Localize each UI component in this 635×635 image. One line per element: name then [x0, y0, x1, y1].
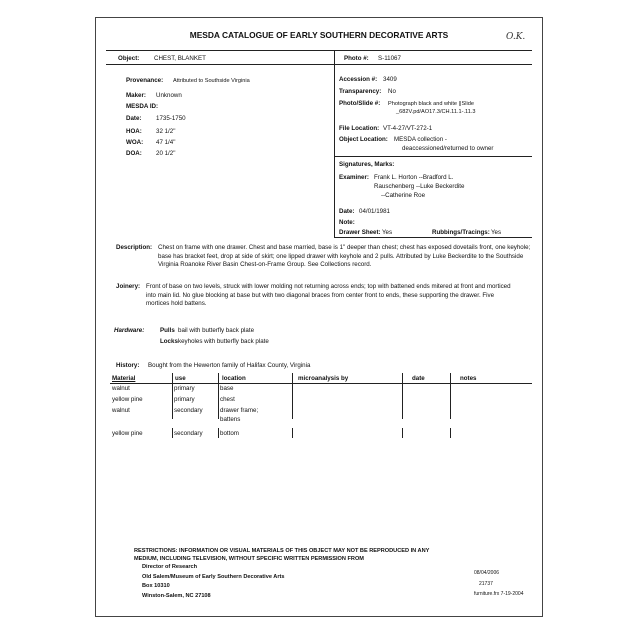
- page-title: MESDA CATALOGUE OF EARLY SOUTHERN DECORATIVE ARTS: [189, 30, 449, 40]
- table-cell: bottom: [220, 430, 239, 437]
- note-label: Note:: [339, 219, 355, 226]
- restrictions-line-1: RESTRICTIONS: INFORMATION OR VISUAL MATERIALS OF THIS OBJECT MAY NOT BE REPRODUCED IN ANY: [134, 548, 430, 554]
- locks-value: keyholes with butterfly back plate: [178, 338, 269, 345]
- pulls-label: Pulls: [160, 327, 175, 334]
- object-value: CHEST, BLANKET: [154, 55, 206, 62]
- examiner-value-2: Rauschenberg --Luke Beckerdite: [374, 183, 465, 190]
- file-location-label: File Location:: [339, 125, 380, 132]
- hardware-label: Hardware:: [114, 327, 145, 334]
- catalogue-sheet: [95, 17, 543, 617]
- description-text: Chest on frame with one drawer. Chest and base married, base is 1" deeper than chest; chest has exposed dovetails front, one keyhole; base has bracket feet, drop at side of skirt; one lipped drawer with keyhole and 2 pulls. Attributed by Luke Beckerdite to the Southside Virginia Roanoke River Basin Chest-on-Frame Group. See Collections record.: [158, 244, 531, 269]
- drawer-rule: [334, 237, 532, 238]
- address-line-1: Director of Research: [142, 564, 198, 570]
- doa-label: DOA:: [126, 150, 142, 157]
- table-cell: drawer frame;: [220, 407, 259, 414]
- col-header-location: location: [222, 375, 246, 382]
- woa-label: WOA:: [126, 139, 144, 146]
- col-header-microanalysis: microanalysis by: [298, 375, 349, 382]
- object-label: Object:: [118, 55, 140, 62]
- rubbings-label: Rubbings/Tracings:: [432, 229, 490, 236]
- col-sep-4b: [402, 428, 403, 438]
- joinery-text: Front of base on two levels, struck with lower molding not returning across ends; top with battened ends mitered at front and morticed into main lid. No glue blocking at base but with two diagonal braces from center front to ends, these supporting the drawer. Five mortices hold battens.: [146, 283, 511, 308]
- table-cell: walnut: [112, 385, 130, 392]
- col-sep-5: [450, 373, 451, 419]
- col-sep-5b: [450, 428, 451, 438]
- provenance-label: Provenance:: [126, 77, 164, 84]
- col-sep-4: [402, 373, 403, 419]
- col-header-notes: notes: [460, 375, 477, 382]
- drawer-sheet-value: Yes: [382, 229, 393, 236]
- maker-label: Maker:: [126, 92, 146, 99]
- address-line-3: Box 10310: [142, 583, 170, 589]
- col-sep-3: [292, 373, 293, 419]
- exam-date-label: Date:: [339, 208, 355, 215]
- footer-form-name: furniture.frx 7-19-2004: [474, 591, 524, 597]
- col-sep-2b: [218, 428, 219, 438]
- col-header-material: Material: [112, 375, 136, 382]
- drawer-sheet-label: Drawer Sheet:: [339, 229, 381, 236]
- col-sep-1b: [172, 428, 173, 438]
- accession-label: Accession #:: [339, 76, 378, 83]
- doa-value: 20 1/2": [156, 150, 176, 157]
- woa-value: 47 1/4": [156, 139, 176, 146]
- col-sep-1: [172, 373, 173, 419]
- exam-date-value: 04/01/1981: [359, 208, 390, 215]
- col-header-date: date: [412, 375, 425, 382]
- examiner-value-3: --Catherine Roe: [381, 192, 426, 199]
- mesda-id-label: MESDA ID:: [126, 103, 159, 110]
- col-header-use: use: [175, 375, 186, 382]
- date-label: Date:: [126, 115, 142, 122]
- provenance-value: Attributed to Southside Virginia: [173, 78, 250, 84]
- object-location-value-1: MESDA collection -: [394, 136, 447, 143]
- footer-print-date: 08/04/2006: [474, 570, 500, 576]
- date-value: 1735-1750: [156, 115, 186, 122]
- object-rule: [106, 64, 334, 65]
- photo-slide-value-2: _682V.pd/AO17.3/CH.11.1-.11.3: [396, 109, 476, 115]
- address-line-4: Winston-Salem, NC 27108: [142, 593, 211, 599]
- footer-record-number: 21737: [479, 581, 493, 587]
- table-cell: secondary: [174, 430, 203, 437]
- col-sep-3b: [292, 428, 293, 438]
- photo-rule: [334, 64, 532, 65]
- table-cell: primary: [174, 385, 195, 392]
- maker-value: Unknown: [156, 92, 182, 99]
- table-header-rule: [110, 383, 532, 384]
- photo-value: S-11067: [378, 55, 401, 62]
- description-label: Description:: [116, 244, 153, 251]
- object-location-rule: [334, 156, 532, 157]
- history-text: Bought from the Hewerton family of Halifax County, Virginia: [148, 362, 311, 369]
- table-cell: secondary: [174, 407, 203, 414]
- transparency-value: No: [388, 88, 396, 95]
- title-rule: [106, 50, 532, 51]
- photo-slide-value-1: Photograph black and white ||Slide: [388, 101, 474, 107]
- object-location-label: Object Location:: [339, 136, 388, 143]
- table-cell: base: [220, 385, 234, 392]
- history-label: History:: [116, 362, 140, 369]
- table-cell: battens: [220, 416, 241, 423]
- transparency-label: Transparency:: [339, 88, 382, 95]
- examiner-value-1: Frank L. Horton --Bradford L.: [374, 174, 454, 181]
- joinery-label: Joinery:: [116, 283, 141, 290]
- file-location-value: VT-4-27/VT-272-1: [383, 125, 433, 132]
- restrictions-line-2: MEDIUM, INCLUDING TELEVISION, WITHOUT SPECIFIC WRITTEN PERMISSION FROM: [134, 556, 364, 562]
- locks-label: Locks: [160, 338, 178, 345]
- hoa-label: HOA:: [126, 128, 142, 135]
- table-cell: primary: [174, 396, 195, 403]
- table-cell: yellow pine: [112, 430, 143, 437]
- pulls-value: bail with butterfly back plate: [178, 327, 255, 334]
- col-sep-2: [218, 373, 219, 419]
- photo-slide-label: Photo/Slide #:: [339, 100, 381, 107]
- table-cell: yellow pine: [112, 396, 143, 403]
- examiner-label: Examiner:: [339, 174, 369, 181]
- address-line-2: Old Salem/Museum of Early Southern Decorative Arts: [142, 574, 285, 580]
- rubbings-value: Yes: [491, 229, 502, 236]
- handwritten-note: O.K.: [506, 32, 526, 42]
- object-location-value-2: deaccessioned/returned to owner: [402, 145, 494, 152]
- signatures-label: Signatures, Marks:: [339, 161, 395, 168]
- table-cell: walnut: [112, 407, 130, 414]
- accession-value: 3409: [383, 76, 397, 83]
- materials-table: [110, 373, 532, 453]
- photo-label: Photo #:: [344, 55, 369, 62]
- table-cell: chest: [220, 396, 235, 403]
- column-divider: [334, 50, 335, 237]
- hoa-value: 32 1/2": [156, 128, 176, 135]
